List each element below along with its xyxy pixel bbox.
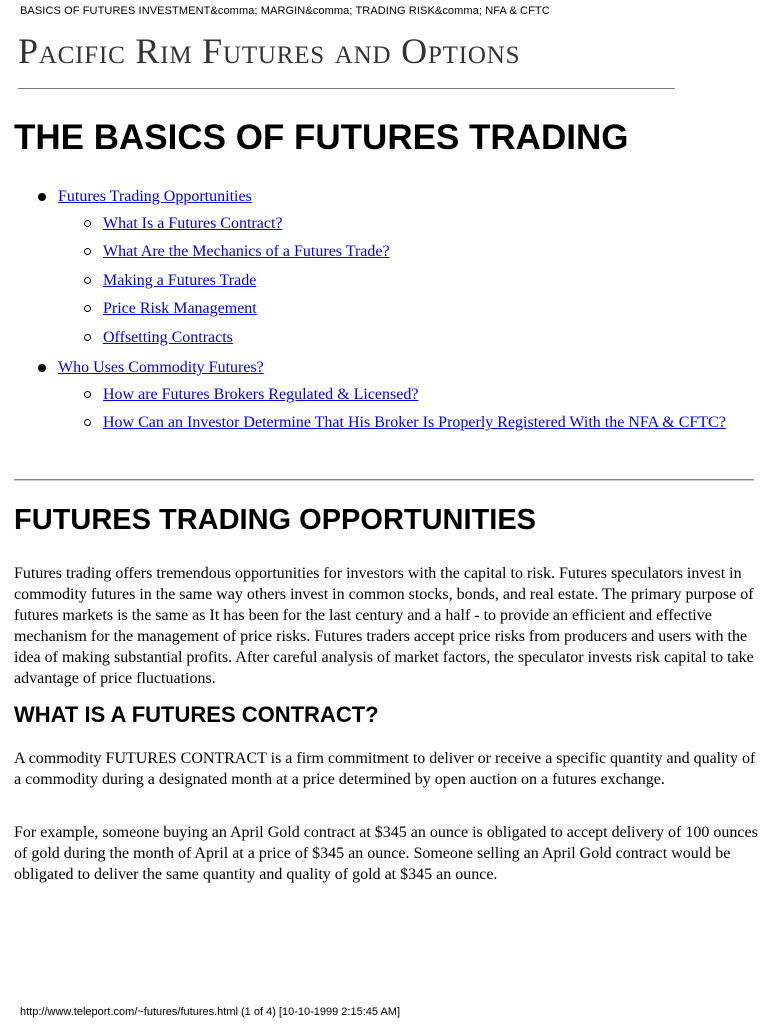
toc-subitem [0, 412, 768, 433]
circle-bullet-icon [84, 419, 91, 426]
toc-link-what-is-futures-contract[interactable]: What Is a Futures Contract? [103, 214, 283, 232]
toc-link-offsetting-contracts[interactable]: Offsetting Contracts [103, 328, 233, 346]
toc-subitem [0, 213, 768, 234]
toc-subitem [0, 384, 768, 405]
subsection-heading: WHAT IS A FUTURES CONTRACT? [14, 702, 379, 727]
toc-link-broker-registered[interactable]: How Can an Investor Determine That His Broker Is Properly Registered With the NFA & CFTC? [103, 414, 726, 431]
disc-bullet-icon [38, 364, 46, 372]
toc-link-who-uses-commodity-futures[interactable]: Who Uses Commodity Futures? [58, 359, 264, 376]
circle-bullet-icon [84, 248, 91, 255]
site-banner: Pacific Rim Futures and Options [18, 31, 521, 71]
document-title: BASICS OF FUTURES INVESTMENT&comma; MARGIN&comma; TRADING RISK&comma; NFA & CFTC [20, 5, 550, 17]
toc-item-futures-trading-opportunities [0, 184, 768, 210]
toc-link-brokers-regulated[interactable]: How are Futures Brokers Regulated & Licensed? [103, 385, 419, 403]
toc-item-who-uses-commodity-futures [0, 355, 768, 381]
toc-subitem [0, 298, 768, 319]
circle-bullet-icon [84, 334, 91, 341]
toc-link-futures-trading-opportunities[interactable]: Futures Trading Opportunities [58, 188, 252, 205]
intro-paragraph: Futures trading offers tremendous opportunities for investors with the capital to risk. Futures speculators invest in commodity futures in the same way others invest in common stocks, bonds, and real estate. The primary purpose of futures markets is the same as It has been for the last century and a half - to provide an efficient and effective mechanism for the management of price risks. Futures traders accept price risks from producers and users with the idea of making substantial profits. After careful analysis of market factors, the speculator invests risk capital to take advantage of price fluctuations. [14, 565, 754, 687]
circle-bullet-icon [84, 391, 91, 398]
banner-underline [18, 88, 675, 89]
section-heading: FUTURES TRADING OPPORTUNITIES [14, 504, 537, 536]
page-footer-url: http://www.teleport.com/~futures/futures.html (1 of 4) [10-10-1999 2:15:45 AM] [20, 1006, 400, 1018]
toc-link-price-risk-management[interactable]: Price Risk Management [103, 300, 257, 317]
toc-subitem [0, 241, 768, 262]
toc-subitem [0, 270, 768, 291]
table-of-contents [0, 184, 768, 441]
contract-definition-paragraph: A commodity FUTURES CONTRACT is a firm commitment to deliver or receive a specific quantity and quality of a commodity during a designated month at a price determined by open auction on a futures exchange. [14, 750, 756, 788]
toc-link-making-futures-trade[interactable]: Making a Futures Trade [103, 271, 257, 289]
example-paragraph: For example, someone buying an April Gold contract at $345 an ounce is obligated to accept delivery of 100 ounces of gold during the month of April at a price of $345 an ounce. Someone selling an April Gold contract would be obligated to deliver the same quantity and quality of gold at $345 an ounce. [14, 824, 758, 883]
page-title: THE BASICS OF FUTURES TRADING [14, 118, 629, 157]
circle-bullet-icon [84, 220, 91, 227]
toc-link-mechanics-of-trade[interactable]: What Are the Mechanics of a Futures Trade? [103, 243, 390, 260]
circle-bullet-icon [84, 277, 91, 284]
section-divider [14, 479, 754, 481]
circle-bullet-icon [84, 305, 91, 312]
toc-subitem [0, 327, 768, 348]
disc-bullet-icon [38, 193, 46, 201]
